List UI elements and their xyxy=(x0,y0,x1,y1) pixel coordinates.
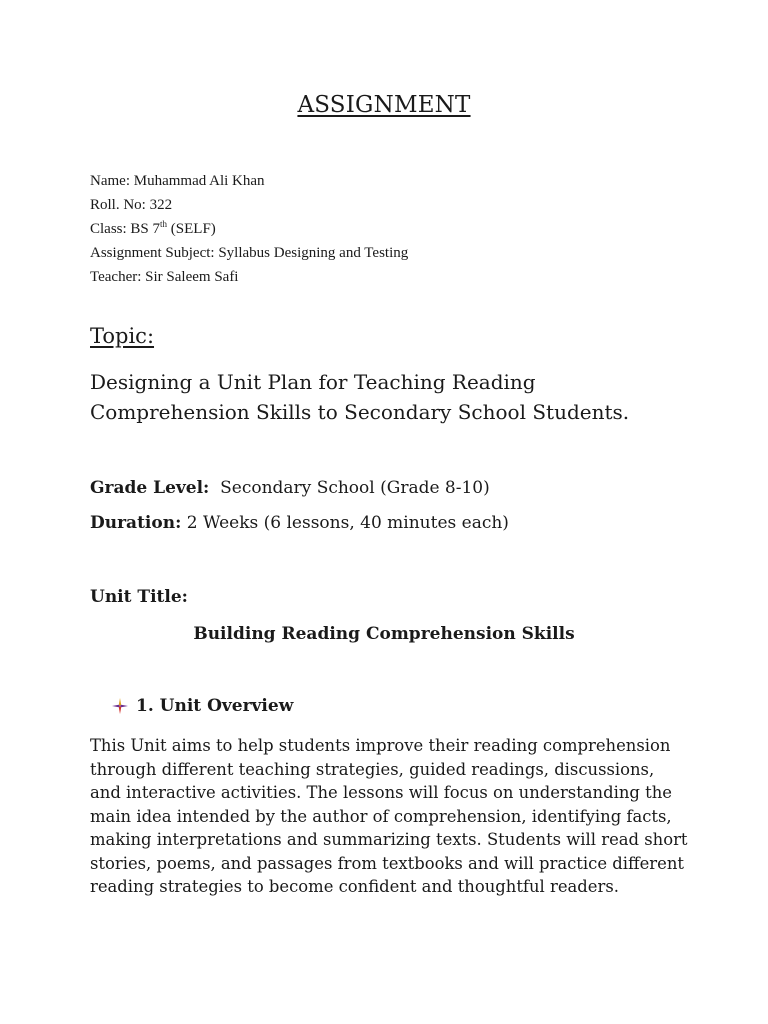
assignment-subject: Assignment Subject: Syllabus Designing and Testing xyxy=(90,245,409,261)
class-line xyxy=(90,217,408,241)
grade-level-label: Grade Level: xyxy=(90,478,210,498)
student-name: Name: Muhammad Ali Khan xyxy=(90,173,265,189)
grade-level-value: Secondary School (Grade 8-10) xyxy=(220,478,490,498)
class-prefix: Class: BS 7 xyxy=(90,221,161,237)
unit-title-value: Building Reading Comprehension Skills xyxy=(193,624,575,644)
four-point-star-bullet-icon xyxy=(112,698,128,714)
teacher-name: Teacher: Sir Saleem Safi xyxy=(90,269,239,285)
grade-level-line xyxy=(90,478,490,498)
duration-label: Duration: xyxy=(90,513,182,533)
duration-value: 2 Weeks (6 lessons, 40 minutes each) xyxy=(186,513,509,533)
topic-text: Designing a Unit Plan for Teaching Reading Comprehension Skills to Secondary School Students. xyxy=(90,370,630,424)
unit-title-label: Unit Title: xyxy=(90,587,188,607)
roll-number: Roll. No: 322 xyxy=(90,197,173,213)
section-heading-unit-overview xyxy=(112,696,293,716)
class-suffix: (SELF) xyxy=(167,221,216,237)
class-superscript: th xyxy=(160,219,168,229)
unit-overview-paragraph: This Unit aims to help students improve their reading comprehension through different teaching strategies, guided readings, discussions, and interactive activities. The lessons will focus on understanding the main idea intended by the author of comprehension, identifying facts, making interpretations and summarizing texts. Students will read short stories, poems, and passages from textbooks and will practice different reading strategies to become confident and thoughtful readers. xyxy=(90,736,688,896)
page-title: ASSIGNMENT xyxy=(297,92,471,118)
topic-label: Topic: xyxy=(90,324,155,348)
duration-line xyxy=(90,513,509,533)
student-info xyxy=(90,169,408,289)
section-heading-text: 1. Unit Overview xyxy=(136,696,294,716)
